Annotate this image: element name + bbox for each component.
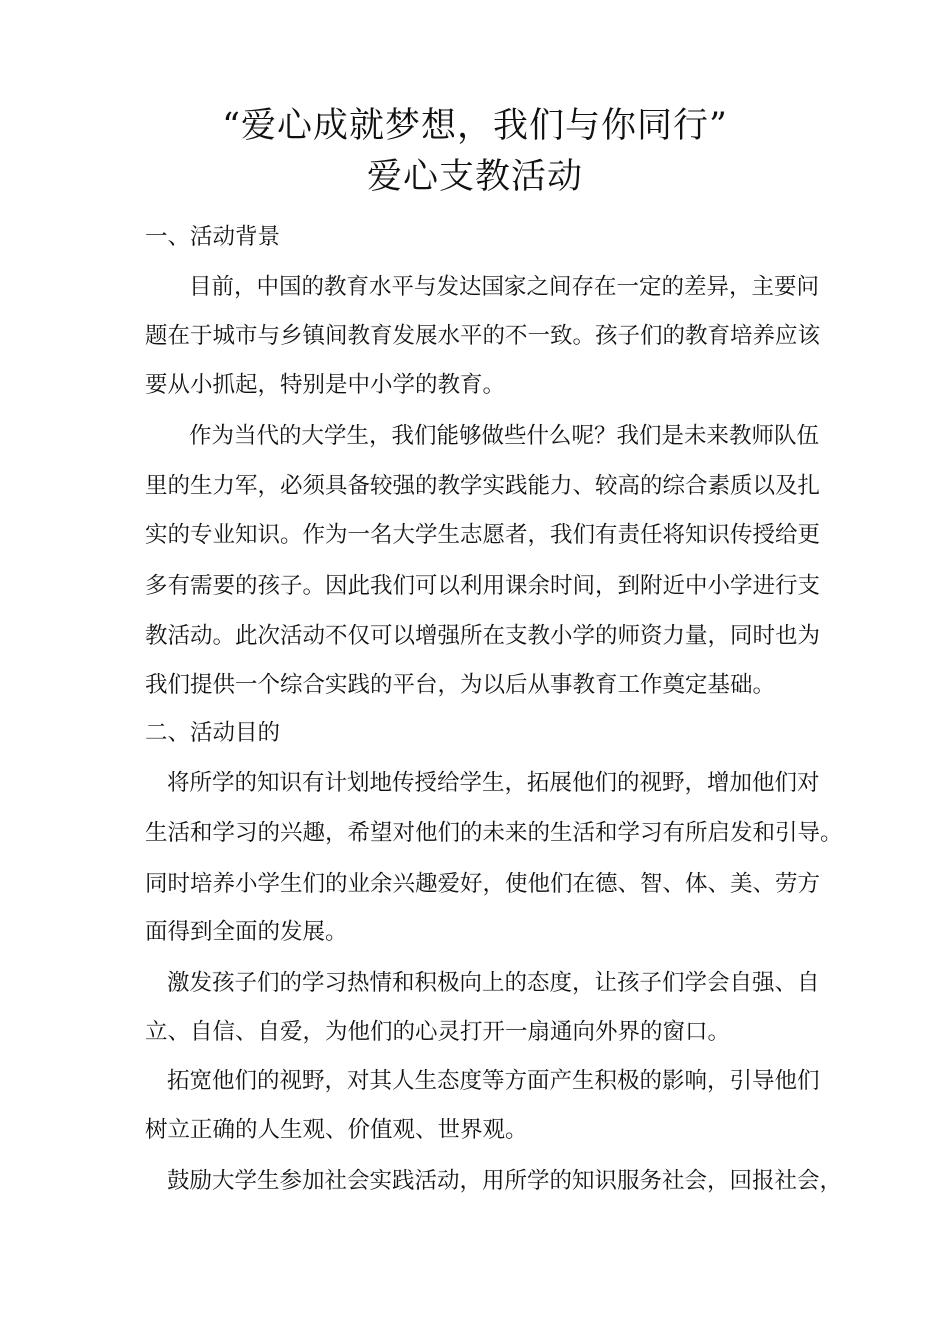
paragraph-line: 拓宽他们的视野，对其人生态度等方面产生积极的影响，引导他们: [167, 1068, 820, 1094]
paragraph-line: 教活动。此次活动不仅可以增强所在支教小学的师资力量，同时也为: [145, 623, 821, 649]
paragraph-line: 面得到全面的发展。: [145, 919, 348, 945]
paragraph-line: 多有需要的孩子。因此我们可以利用课余时间，到附近中小学进行支: [145, 573, 821, 599]
paragraph-line: 要从小抓起，特别是中小学的教育。: [145, 372, 506, 398]
paragraph-line: 生活和学习的兴趣，希望对他们的未来的生活和学习有所启发和引导。: [145, 820, 843, 846]
paragraph-line: 激发孩子们的学习热情和积极向上的态度，让孩子们学会自强、自: [167, 970, 820, 996]
paragraph-line: 实的专业知识。作为一名大学生志愿者，我们有责任将知识传授给更: [145, 522, 821, 548]
paragraph-line: 树立正确的人生观、价值观、世界观。: [145, 1117, 528, 1143]
paragraph-line: 鼓励大学生参加社会实践活动，用所学的知识服务社会，回报社会，: [167, 1168, 843, 1194]
paragraph-line: 作为当代的大学生，我们能够做些什么呢？我们是未来教师队伍: [189, 423, 820, 449]
paragraph-line: 目前，中国的教育水平与发达国家之间存在一定的差异，主要问: [189, 274, 820, 300]
paragraph-line: 里的生力军，必须具备较强的教学实践能力、较高的综合素质以及扎: [145, 473, 821, 499]
document-title-line-2: 爱心支教活动: [366, 157, 583, 197]
paragraph-line: 将所学的知识有计划地传授给学生，拓展他们的视野，增加他们对: [167, 770, 820, 796]
section-heading-purpose: 二、活动目的: [145, 720, 281, 746]
paragraph-line: 同时培养小学生们的业余兴趣爱好，使他们在德、智、体、美、劳方: [145, 871, 821, 897]
section-heading-background: 一、活动背景: [145, 224, 281, 250]
paragraph-line: 题在于城市与乡镇间教育发展水平的不一致。孩子们的教育培养应该: [145, 323, 821, 349]
document-title-line-1: “爱心成就梦想，我们与你同行”: [222, 106, 728, 146]
paragraph-line: 我们提供一个综合实践的平台，为以后从事教育工作奠定基础。: [145, 672, 776, 698]
paragraph-line: 立、自信、自爱，为他们的心灵打开一扇通向外界的窗口。: [145, 1019, 731, 1045]
